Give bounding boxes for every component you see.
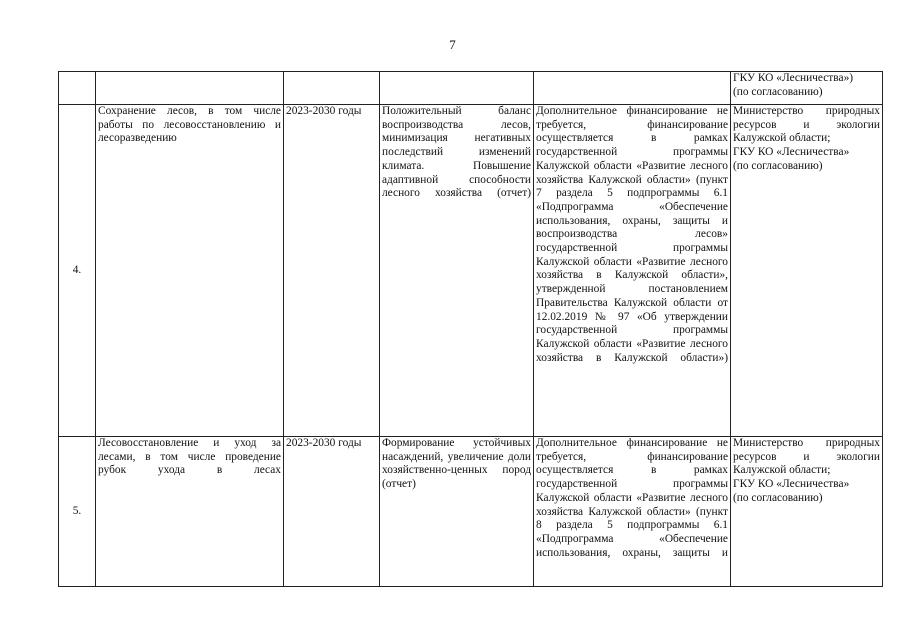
financing-cell: Дополнительное финансирование не требуется, финансирование осуществляется в рамках государственной программы Калужской области «Развитие лесного хозяйства Калужской области» (пункт 7 раздела 5 подпрограммы 6.1 «Подпрограмма «Обеспечение использования, охраны, защиты и воспроизводства лесов» государственной программы Калужской области «Развитие лесного хозяйства в Калужской области», утвержденной постановлением Правительства Калужской области от 12.02.2019 № 97 «Об утверждении государственной программы Калужской области «Развитие лесного хозяйства в Калужской области»): [534, 105, 731, 437]
row-number: [59, 72, 96, 105]
row-number: 4.: [59, 105, 96, 437]
financing-cell: Дополнительное финансирование не требуется, финансирование осуществляется в рамках государственной программы Калужской области «Развитие лесного хозяйства Калужской области» (пункт 8 раздела 5 подпрограммы 6.1 «Подпрограмма «Обеспечение использования, охраны, защиты и: [534, 437, 731, 587]
responsible-cell: Министерство природных ресурсов и экологии Калужской области; ГКУ КО «Лесничества» (по согласованию): [731, 105, 883, 437]
result-cell: Положительный баланс воспроизводства лесов, минимизация негативных последствий изменений климата. Повышение адаптивной способности лесного хозяйства (отчет): [380, 105, 534, 437]
responsible-cell: Министерство природных ресурсов и экологии Калужской области; ГКУ КО «Лесничества» (по согласованию): [731, 437, 883, 587]
table-row: [59, 437, 883, 587]
measure-cell: [96, 72, 284, 105]
result-cell: Формирование устойчивых насаждений, увеличение доли хозяйственно-ценных пород (отчет): [380, 437, 534, 587]
measures-table: [58, 71, 883, 587]
responsible-cell: ГКУ КО «Лесничества») (по согласованию): [731, 72, 883, 105]
measure-cell: Сохранение лесов, в том числе работы по лесовосстановлению и лесоразведению: [96, 105, 284, 437]
result-cell: [380, 72, 534, 105]
page-number: 7: [449, 37, 456, 52]
financing-cell: [534, 72, 731, 105]
measure-cell: Лесовосстановление и уход за лесами, в том числе проведение рубок ухода в лесах: [96, 437, 284, 587]
row-number: 5.: [59, 437, 96, 587]
period-cell: 2023-2030 годы: [284, 437, 380, 587]
period-cell: [284, 72, 380, 105]
table-row: [59, 72, 883, 105]
period-cell: 2023-2030 годы: [284, 105, 380, 437]
table-row: [59, 105, 883, 437]
